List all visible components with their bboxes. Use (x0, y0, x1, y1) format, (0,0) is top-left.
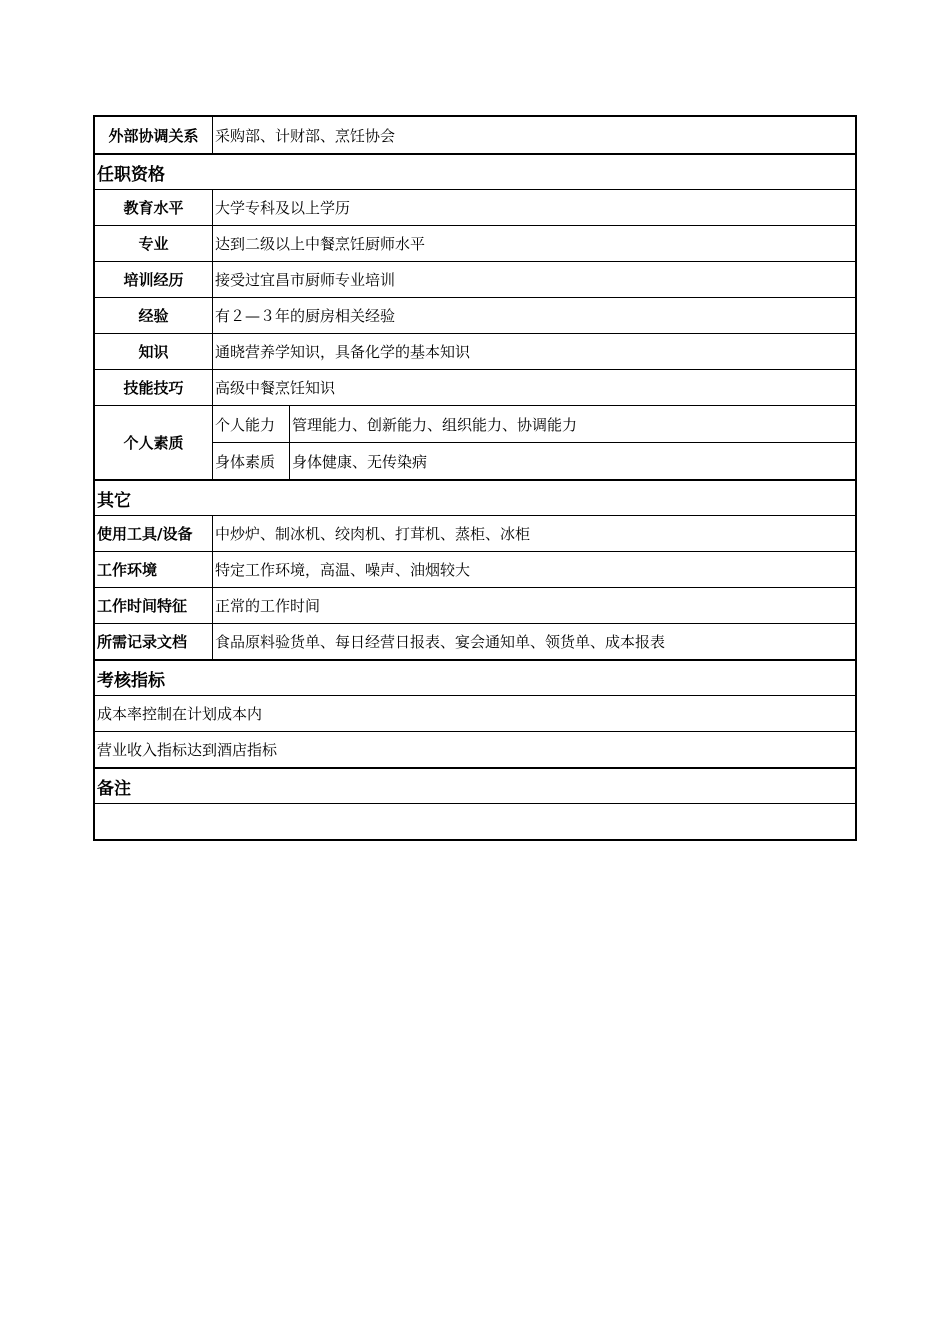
assessment-heading: 考核指标 (97, 670, 165, 691)
external-relations-value: 采购部、计财部、烹饪协会 (215, 126, 396, 145)
education-row (95, 189, 855, 225)
physical-quality-value: 身体健康、无传染病 (292, 452, 428, 471)
work-environment-label: 工作环境 (95, 552, 213, 587)
records-row (95, 623, 855, 659)
knowledge-row (95, 333, 855, 369)
remarks-heading: 备注 (97, 778, 131, 799)
work-environment-value: 特定工作环境，高温、噪声、油烟较大 (215, 561, 471, 579)
tools-label: 使用工具/设备 (95, 516, 213, 551)
assessment-item (95, 695, 855, 731)
assessment-item (95, 731, 855, 767)
external-relations-row (95, 117, 855, 153)
major-value: 达到二级以上中餐烹饪厨师水平 (215, 235, 426, 253)
major-label: 专业 (95, 226, 213, 261)
knowledge-label: 知识 (95, 334, 213, 369)
experience-row (95, 297, 855, 333)
tools-value: 中炒炉、制冰机、绞肉机、打茸机、蒸柜、冰柜 (215, 525, 531, 543)
knowledge-value: 通晓营养学知识，具备化学的基本知识 (215, 343, 471, 361)
experience-label: 经验 (95, 298, 213, 333)
personal-quality-label: 个人素质 (95, 406, 213, 479)
work-time-value: 正常的工作时间 (215, 597, 321, 615)
job-description-table (93, 115, 857, 841)
tools-row (95, 515, 855, 551)
skills-row (95, 369, 855, 405)
experience-value: 有２—３年的厨房相关经验 (215, 307, 396, 325)
physical-quality-row (213, 442, 855, 479)
remarks-value (95, 804, 855, 839)
work-time-label: 工作时间特征 (95, 588, 213, 623)
assessment-item-text: 营业收入指标达到酒店指标 (97, 741, 278, 759)
records-label: 所需记录文档 (95, 624, 213, 659)
personal-ability-label: 个人能力 (213, 406, 290, 442)
personal-quality-block (95, 405, 855, 479)
remarks-row (95, 803, 855, 839)
training-label: 培训经历 (95, 262, 213, 297)
skills-value: 高级中餐烹饪知识 (215, 379, 336, 397)
qualifications-section-header (95, 153, 855, 189)
work-time-row (95, 587, 855, 623)
training-value: 接受过宜昌市厨师专业培训 (215, 271, 396, 289)
major-row (95, 225, 855, 261)
other-section-header (95, 479, 855, 515)
education-value: 大学专科及以上学历 (215, 199, 351, 217)
records-value: 食品原料验货单、每日经营日报表、宴会通知单、领货单、成本报表 (215, 633, 666, 651)
skills-label: 技能技巧 (95, 370, 213, 405)
assessment-item-text: 成本率控制在计划成本内 (97, 705, 263, 723)
remarks-section-header (95, 767, 855, 803)
other-heading: 其它 (97, 490, 131, 511)
work-environment-row (95, 551, 855, 587)
training-row (95, 261, 855, 297)
personal-ability-row (213, 406, 855, 442)
external-relations-label: 外部协调关系 (95, 117, 213, 153)
assessment-section-header (95, 659, 855, 695)
education-label: 教育水平 (95, 190, 213, 225)
personal-ability-value: 管理能力、创新能力、组织能力、协调能力 (292, 415, 578, 434)
qualifications-heading: 任职资格 (97, 164, 165, 185)
physical-quality-label: 身体素质 (213, 443, 290, 479)
